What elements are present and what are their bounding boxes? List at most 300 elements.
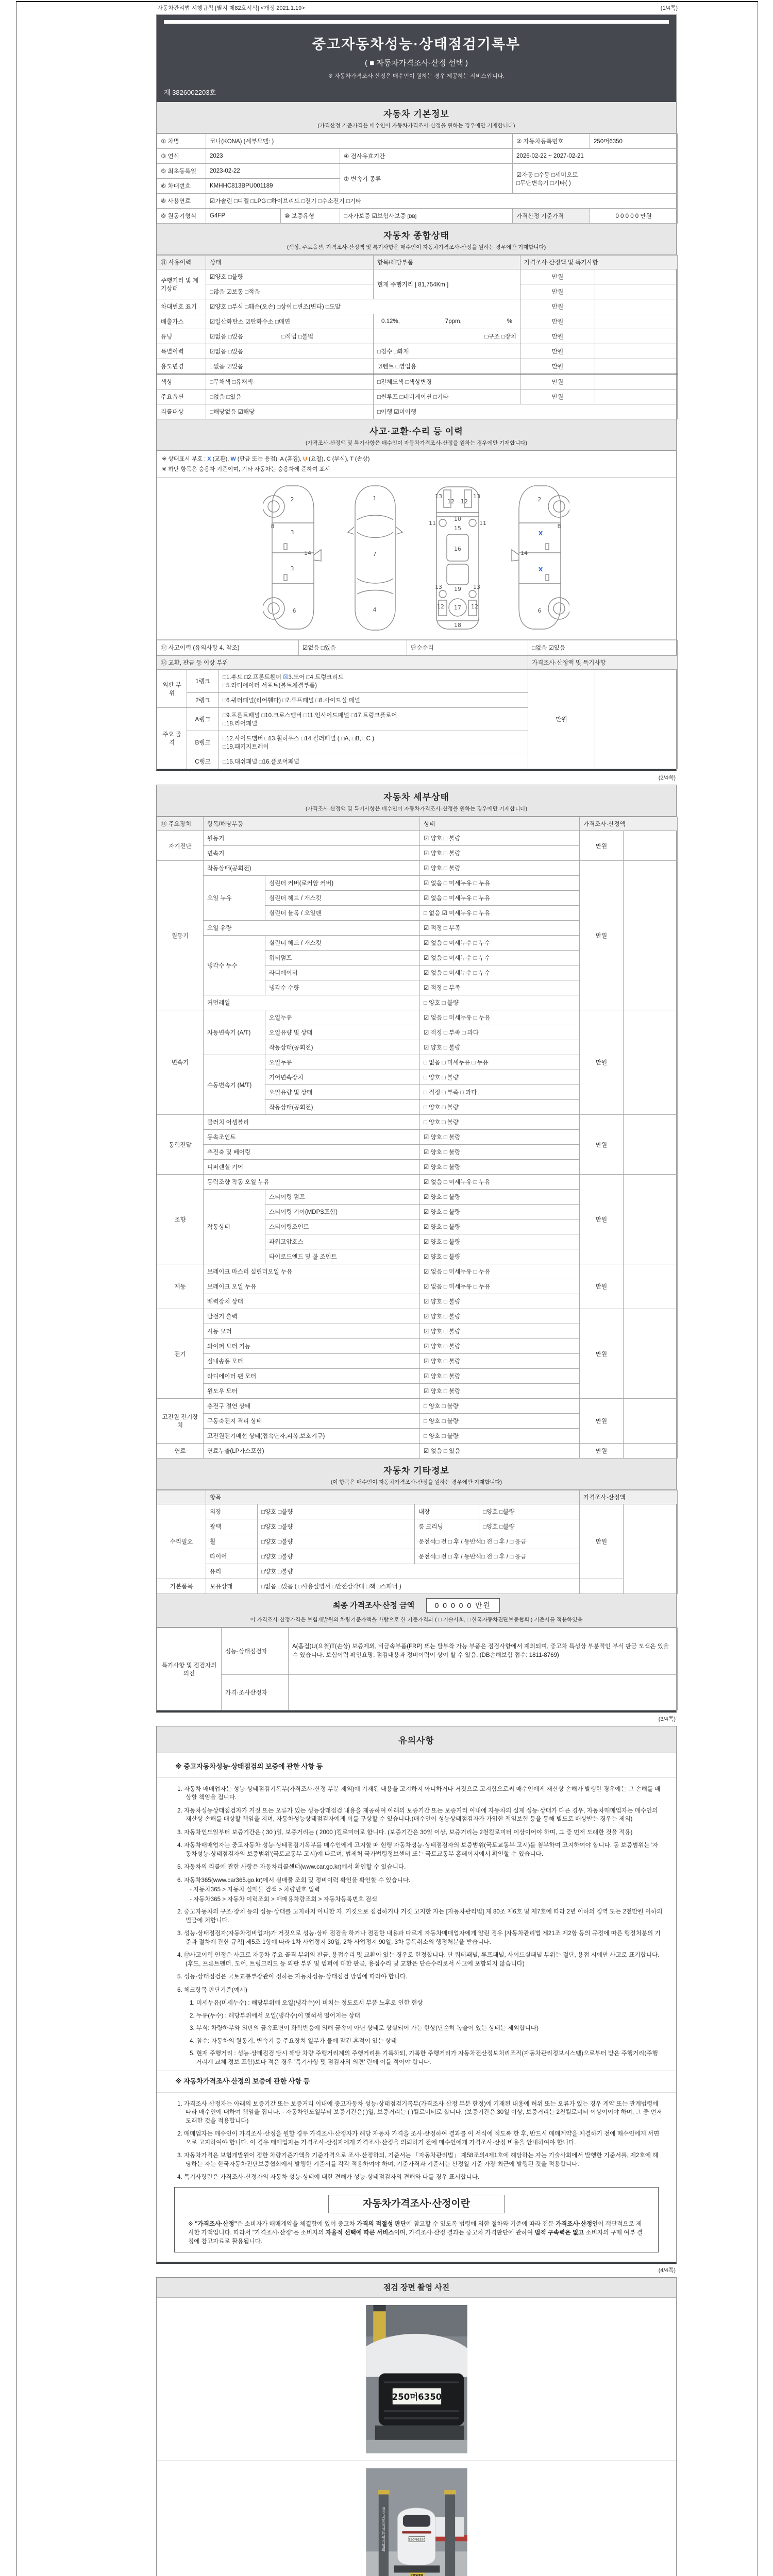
- inspector-opinion: A(흠집)U(요철)T(손상) 보증제외, 비금속부품(FRP) 또는 탈부착 가능 부품은 점검사항에서 제외되며, 중고차 특성상 부분적인 부식 판금 도색은 있을 수 있습니다. 보험이력 확인요망. 점검내용과 정비이력이 상이 할 수 있음. (DB손해보험 접수: 1811-8769): [289, 1628, 678, 1675]
- warranty-checkboxes: □자가보증 ☑보험사보증: [344, 213, 406, 219]
- price-cell: 만원: [520, 344, 595, 359]
- svg-text:7: 7: [373, 551, 377, 557]
- def-seg: ※: [188, 2221, 195, 2227]
- item: 유리: [206, 1564, 258, 1579]
- subhead-oil-leak: 오일 누유: [204, 876, 265, 921]
- first-reg-value: 2023-02-22: [206, 164, 340, 179]
- basic-info-title: 자동차 기본정보: [383, 109, 449, 119]
- notice-title: 유의사항: [398, 1736, 434, 1745]
- svg-text:2: 2: [290, 496, 294, 503]
- rank1-post: □4.트렁크리드: [305, 674, 344, 681]
- appraisal-definition-title: 자동차가격조사·산정이란: [328, 2195, 505, 2214]
- exchange-price-header: 가격조사·산정액 및 특기사항: [528, 656, 678, 670]
- part: 파워고압호스: [265, 1234, 420, 1249]
- state: ☑ 양호 □ 불량: [420, 1190, 580, 1205]
- recall-state: □해당없음 ☑해당: [206, 404, 374, 419]
- notice-item: 2. 중고자동차의 구조·장치 등의 성능·상태를 고지하지 아니한 자, 거짓으로 점검하거나 거짓 고지한 자는 [자동차관리법] 제 80조 제6호 및 제7호에 따라 2년 이하의 징역 또는 2천만원 이하의 벌금에 처합니다.: [177, 1908, 663, 1924]
- detail-subtitle: (가격조사·산정액 및 특기사항은 매수인이 자동차가격조사·산정을 원하는 경우에만 기재합니다): [306, 806, 527, 812]
- emission-state: ☑일산화탄소 ☑탄화수소 □매연: [206, 314, 374, 329]
- note-cell: [624, 1115, 678, 1175]
- state: □양호 □불량: [479, 1519, 580, 1534]
- notice-item: 5. 자동차의 리콜에 관한 사항은 자동차리콜센터(www.car.go.kr)에서 확인할 수 있습니다.: [177, 1863, 406, 1870]
- accident-history-label: ⑫ 사고이력 (유의사항 4. 참조): [157, 640, 299, 655]
- state: ☑ 없음 □ 미세누유 □ 누유: [420, 1264, 580, 1279]
- rankB-items: [219, 731, 528, 754]
- state: ☑ 적정 □ 부족 □ 과다: [420, 1025, 580, 1040]
- state: ☑ 양호 □ 불량: [420, 1309, 580, 1324]
- page-number-1: (1/4쪽): [660, 5, 678, 11]
- final-price-amount: 0 0 0 0 0 만원: [426, 1598, 500, 1613]
- special-state: ☑없음 □있음: [206, 344, 374, 359]
- svg-text:19: 19: [454, 586, 461, 592]
- device-engine: 원동기: [157, 861, 204, 1010]
- item: 윈도우 모터: [204, 1384, 420, 1399]
- state: ☑ 없음 □ 있음: [420, 1444, 580, 1459]
- state: □ 양호 □ 불량: [420, 1429, 580, 1444]
- legend-desc: (교환),: [211, 456, 231, 462]
- legend-sym-t: T: [350, 456, 354, 462]
- state: ☑ 양호 □ 불량: [420, 1219, 580, 1234]
- item: 휠: [206, 1534, 258, 1549]
- device-brake: 제동: [157, 1264, 204, 1309]
- svg-text:X: X: [538, 530, 543, 537]
- item: 변속기: [204, 846, 420, 861]
- price-cell: [580, 1579, 624, 1594]
- basic-info-table: [157, 133, 678, 224]
- repair-needed-label: 수리필요: [157, 1504, 206, 1579]
- svg-text:3: 3: [290, 565, 294, 572]
- part: 실린더 헤드 / 개스킷: [265, 936, 420, 951]
- svg-text:11: 11: [479, 520, 486, 527]
- price-cell: 만원: [580, 1010, 624, 1115]
- notice-subitem: 1. 미세누유(미세누수) : 해당부위에 오일(냉각수)이 비치는 정도로서 부품 노후로 인한 현상: [190, 1999, 423, 2006]
- rankA-line1: □9.프론트패널 □10.크로스멤버 □11.인사이드패널 □17.트렁크플로어: [223, 713, 397, 719]
- state: ☑ 없음 □ 미세누유 □ 누유: [420, 1010, 580, 1025]
- legend-desc: (흠집),: [283, 456, 303, 462]
- notice-item: 4. 특기사항란은 가격조사·산정자의 자동차 성능·상태에 대한 견해가 성능·상태점검자의 견해와 다를 경우 표시합니다.: [177, 2174, 480, 2180]
- rank1-pre: □1.후드 □2.프론트휀더: [223, 674, 283, 681]
- warranty-options: [340, 209, 513, 224]
- accident-history-state: ☑없음 □있음: [299, 640, 407, 655]
- notice-body: [157, 1753, 676, 2252]
- state-symbol-legend: [157, 451, 676, 464]
- svg-text:6: 6: [537, 607, 542, 614]
- table-row: [157, 389, 678, 404]
- inspection-value: 2026-02-22 ~ 2027-02-21: [513, 149, 678, 164]
- inspector-label: 성능·상태점검자: [222, 1628, 289, 1675]
- fuel-label: ⑧ 사용연료: [157, 194, 206, 209]
- state: ☑ 적정 □ 부족: [420, 921, 580, 936]
- device-steering: 조향: [157, 1175, 204, 1264]
- item: 충전구 절연 상태: [204, 1399, 420, 1414]
- item: 구동축전지 격리 상태: [204, 1414, 420, 1429]
- state: ☑ 양호 □ 불량: [420, 1160, 580, 1175]
- photo-car-on-lift: [364, 2468, 469, 2576]
- accident-history-table: [157, 640, 678, 655]
- rank1-label: 1랭크: [187, 670, 219, 693]
- legend-desc: (판금 또는 용접),: [236, 456, 280, 462]
- other-title: 자동차 기타정보: [383, 1466, 449, 1476]
- price-cell: 만원: [580, 1115, 624, 1175]
- state: ☑ 양호 □ 불량: [420, 1354, 580, 1369]
- table-row: [157, 404, 678, 419]
- part: 실린더 헤드 / 개스킷: [265, 891, 420, 906]
- state: □양호 □불량: [479, 1504, 580, 1519]
- subhead-operation: 작동상태: [204, 1190, 265, 1264]
- notice-item: 3. 자동차가격은 보험개발원이 정한 차량기준가액을 기준가격으로 조사·산정하되, 기준서는 「자동차관리법」 제58조의4제1호에 해당하는 자는 기술사회에서 발행한 기준서를, 제2호에 해당하는 자는 한국자동차진단보증협회에서 발행한 기준서를 각각 적용하여야 하며, 기준가격과 기준서는 산정일 기준 가장 최근에 발행된 것을 적용합니다.: [177, 2152, 659, 2167]
- page-number-3: (3/4쪽): [658, 1716, 676, 1722]
- vin-label: ⑥ 차대번호: [157, 179, 206, 194]
- lift-brand-text: POWER: [410, 2573, 424, 2576]
- rank2-label: 2랭크: [187, 693, 219, 708]
- appraisal-definition-text: [188, 2219, 645, 2246]
- def-seg: 이 객관적으로 제시한 가액입니다. 따라서 "가격조사·산정"은 소비자의: [188, 2221, 642, 2236]
- notice-item: 6. 체크항목 판단기준(예시): [177, 1986, 247, 1993]
- notice-item: 1. 자동차 매매업자는 성능·상태점검기록부(가격조사·산정 부분 제외)에 기재된 내용을 고지하지 아니하거나 거짓으로 고지함으로써 매수인에게 재산상 손해가 발생한 경우에는 그 손해를 배상할 책임을 집니다.: [177, 1785, 661, 1801]
- table-row: [157, 299, 678, 314]
- svg-text:12: 12: [447, 498, 455, 505]
- note-cell: [624, 1010, 678, 1115]
- part: 오일누유: [265, 1010, 420, 1025]
- part: 작동상태(공회전): [265, 1100, 420, 1115]
- exchange-table: [157, 655, 678, 769]
- fuel-options: ☑가솔린 □디젤 □LPG □하이브리드 □전기 □수소전기 □기타: [206, 194, 678, 209]
- def-seg-bold: 가격의 적절성 판단: [357, 2221, 407, 2227]
- table-row: [157, 359, 678, 375]
- notice-item: 2. 매매업자는 매수인이 가격조사·산정을 원할 경우 가격조사·산정자가 해당 자동차 가격을 조사·산정하여 결과를 이 서식에 적도록 한 후, 반드시 매매계약을 체결하기 전에 매수인에게 서면으로 고지하여야 합니다. 이 경우 매매업자는 가격조사·산정자에게 가격조사·산정을 의뢰하기 전에 매수인에게 가격조사·산정 비용을 안내하여야 합니다.: [177, 2130, 660, 2146]
- svg-text:3: 3: [290, 529, 294, 536]
- opinion-category: 특기사항 및 점검자의 의견: [157, 1628, 222, 1710]
- note-cell: [595, 359, 678, 375]
- legend-sym-x: X: [207, 456, 211, 462]
- header-divider: [164, 20, 669, 24]
- sheet-2: [156, 785, 677, 1713]
- rankB-line1: □12.사이드멤버 □13.휠하우스 □14.필러패널 ( □A, □B, □C ): [223, 736, 375, 742]
- option-item: □썬루프 □네비게이션 □기타: [374, 389, 520, 404]
- device-fuel: 연료: [157, 1444, 204, 1459]
- summary-table: [157, 255, 678, 419]
- option-label: 주요옵션: [157, 389, 206, 404]
- state: ☑ 양호 □ 불량: [420, 1249, 580, 1264]
- state: ☑ 없음 □ 미세누유 □ 누유: [420, 1175, 580, 1190]
- license-plate-rear: 250머6350: [408, 2538, 425, 2542]
- notice-subitem: - 자동차365 > 자동차 이력조회 > 매매용차량조회 > 자동차등록번호 검색: [190, 1895, 377, 1903]
- report-subtitle: ( ■ 자동차가격조사·산정 선택 ): [364, 59, 468, 67]
- note-cell: [624, 1504, 678, 1594]
- frame-label: 주요 골격: [157, 708, 187, 769]
- car-side-left-view: [263, 483, 322, 633]
- note-cell: [624, 1264, 678, 1309]
- final-price-band: [157, 1594, 676, 1628]
- detail-table: [157, 817, 678, 1459]
- usage-item: ☑렌트 □영업용: [374, 359, 520, 375]
- part: 냉각수 수량: [265, 980, 420, 995]
- state: □ 양호 □ 불량: [420, 1100, 580, 1115]
- state: □ 양호 □ 불량: [420, 1399, 580, 1414]
- state: ☑ 양호 □ 불량: [420, 1369, 580, 1384]
- emission-co: 0.12%,: [381, 318, 400, 325]
- svg-text:2: 2: [537, 496, 542, 503]
- item: 룸 크리닝: [415, 1519, 479, 1534]
- report-page: [156, 14, 677, 2576]
- notice-sub-c: ※ 자동차가격조사·산정의 보증에 관한 사항 등: [157, 2071, 676, 2093]
- table-row: [157, 164, 678, 179]
- state: □ 양호 □ 불량: [420, 1070, 580, 1085]
- color-state: □무채색 □유채색: [206, 374, 374, 389]
- mileage-state-2: □많음 ☑보통 □적음: [206, 284, 374, 299]
- other-header: [157, 1459, 676, 1490]
- exchange-head-row: [157, 656, 678, 670]
- notice-subitem: - 자동차365 > 자동차 실매물 검색 > 차량번호 입력: [190, 1886, 320, 1893]
- tuning-label: 튜닝: [157, 329, 206, 344]
- item: 디퍼렌셜 기어: [204, 1160, 420, 1175]
- col-item: 항목/해당부품: [374, 256, 520, 269]
- summary-subtitle: (색상, 주요옵션, 가격조사·산정액 및 특기사항은 매수인이 자동차가격조사·산정을 원하는 경우에만 기재합니다): [287, 244, 546, 250]
- detail-header: [157, 785, 676, 817]
- item: 와이퍼 모터 기능: [204, 1339, 420, 1354]
- price-cell: 만원: [580, 861, 624, 1010]
- svg-text:12: 12: [461, 498, 468, 505]
- table-row: [157, 640, 678, 655]
- price-cell: 만원: [580, 1399, 624, 1444]
- state: ☑ 양호 □ 불량: [420, 861, 580, 876]
- state: ☑ 양호 □ 불량: [420, 1145, 580, 1160]
- rankB-line2: □19.패키지트레이: [223, 744, 269, 750]
- sheet-3: [156, 1726, 677, 2264]
- legend-note: ※ 하단 항목은 승용차 기준이며, 기타 자동차는 승용차에 준하여 표시: [157, 464, 676, 478]
- svg-text:1: 1: [373, 495, 377, 502]
- notice-item: 1. 가격조사·산정자는 아래의 보증기간 또는 보증거리 이내에 중고자동차 성능·상태점검기록부(가격조사·산정 부분 한정)에 기재된 내용에 허위 또는 오류가 있는 경우 계약 또는 관계법령에 따라 매수인에 대하여 책임을 집니다. · 자동차인도일부터 보증기간은( )일, 보증거리는 ( )킬로미터로 합니다. (보증기간은 30일 이상, 보증거리는 2천킬로미터 이상이어야 하며, 그 중 먼저 도래한 것을 적용합니다): [177, 2100, 662, 2124]
- note-cell: [624, 1175, 678, 1264]
- sheet-4: [156, 2277, 677, 2576]
- subhead-at: 자동변속기 (A/T): [204, 1010, 265, 1055]
- rankC-items: □15.대쉬패널 □16.플로어패널: [219, 754, 528, 769]
- rankA-line2: □18.리어패널: [223, 721, 258, 727]
- appraiser-label: 가격·조사산정자: [222, 1675, 289, 1710]
- page-number-4: (4/4쪽): [658, 2267, 676, 2274]
- def-seg-bold: 자율적 선택에 따른 서비스: [325, 2229, 394, 2236]
- rankA-label: A랭크: [187, 708, 219, 731]
- device-electric: 전기: [157, 1309, 204, 1399]
- subhead-coolant-leak: 냉각수 누수: [204, 936, 265, 995]
- item: 발전기 출력: [204, 1309, 420, 1324]
- car-name-value: 코나(KONA) (세부모델: ): [206, 134, 513, 149]
- legend-desc: (부식),: [330, 456, 350, 462]
- state: □ 적정 □ 부족 □ 과다: [420, 1085, 580, 1100]
- rank1-items: [219, 670, 528, 693]
- notice-subitem: 5. 현재 주행거리 : 성능·상태점검 당시 해당 차량 주행거리계의 주행거리를 기록하되, 기록한 주행거리가 자동차전산정보처리조직(자동차관리정보시스템)으로부터 받은 주행거리(주행거리계 교체 정보 포함)보다 적은 경우 '특기사항 및 점검자의 의견' 란에 이를 적어야 합니다.: [190, 2050, 658, 2065]
- col-device: ⑭ 주요장치: [157, 817, 204, 831]
- item: 브레이크 마스터 실린더오일 누유: [204, 1264, 420, 1279]
- notice-item: 6. 자동차365(www.car365.go.kr)에서 실매물 조회 및 정비이력 확인을 확인할 수 있습니다.: [177, 1876, 411, 1884]
- table-row: [157, 194, 678, 209]
- base-price-value: 0 0 0 0 0 만원: [590, 209, 678, 224]
- price-cell: 만원: [580, 1264, 624, 1309]
- state: ☑ 없음 □ 미세누수 □ 누수: [420, 965, 580, 980]
- def-seg-bold: 가격조사·산정인: [555, 2221, 598, 2227]
- state: ☑ 양호 □ 불량: [420, 1130, 580, 1145]
- price-cell: 만원: [520, 359, 595, 375]
- report-header: [157, 15, 676, 102]
- item: 외장: [206, 1504, 258, 1519]
- other-head-row: [157, 1490, 678, 1504]
- state: ☑ 없음 □ 미세누유 □ 누유: [420, 876, 580, 891]
- state: ☑ 양호 □ 불량: [420, 1339, 580, 1354]
- car-underbody-view: [428, 483, 487, 633]
- other-table: [157, 1490, 678, 1594]
- col-item: 항목/해당부품: [204, 817, 420, 831]
- state: 운전석□ 전 □ 후 / 동반석□ 전 □ 후 / □ 응급: [415, 1549, 580, 1564]
- detail-title: 자동차 세부상태: [383, 792, 449, 802]
- note-cell: [595, 269, 678, 284]
- inspection-photo-front: [157, 2297, 676, 2461]
- report-title: 중고자동차성능·상태점검기록부: [312, 37, 521, 52]
- state: ☑ 양호 □ 불량: [420, 1324, 580, 1339]
- state: □없음 □있음 ( □사용설명서 □안전삼각대 □잭 □스패너 ): [258, 1579, 580, 1594]
- svg-text:18: 18: [454, 622, 461, 629]
- state: ☑ 양호 □ 불량: [420, 831, 580, 846]
- table-row: [157, 1628, 678, 1675]
- device-selfdiag: 자기진단: [157, 831, 204, 861]
- svg-text:17: 17: [454, 604, 461, 611]
- state: ☑ 양호 □ 불량: [420, 846, 580, 861]
- state: ☑ 없음 □ 미세누유 □ 누유: [420, 891, 580, 906]
- state: □ 없음 ☑ 미세누유 □ 누유: [420, 906, 580, 921]
- sheet-1: [156, 14, 677, 771]
- legend-sym-u: U: [303, 456, 307, 462]
- item: 연료누출(LP가스포함): [204, 1444, 420, 1459]
- table-row: [157, 670, 678, 693]
- option-state: □없음 □있음: [206, 389, 374, 404]
- item: 배력장치 상태: [204, 1294, 420, 1309]
- final-price-note: 이 가격조사·산정가격은 보험개발원의 차량기준가액을 바탕으로 한 기준가격과 ( □ 기술사회, □ 한국자동차진단보증협회 ) 기준서를 적용하였음: [250, 1617, 583, 1623]
- tuning-state: [206, 329, 374, 344]
- item: 동력조향 작동 오일 누유: [204, 1175, 420, 1190]
- col-state: 상태: [420, 817, 580, 831]
- state: □ 없음 □ 미세누유 □ 누유: [420, 1055, 580, 1070]
- transmission-options-2: □무단변속기 □기타( ): [516, 180, 571, 187]
- state: ☑ 양호 □ 불량: [420, 1294, 580, 1309]
- state: ☑ 양호 □ 불량: [420, 1384, 580, 1399]
- item: 클러치 어셈블리: [204, 1115, 420, 1130]
- base-price-label: 가격산정 기준가격: [513, 209, 590, 224]
- color-item: □전체도색 □색상변경: [374, 374, 520, 389]
- accident-header: [157, 419, 676, 451]
- inspection-label: ④ 검사유효기간: [340, 149, 513, 164]
- rank1-marked: 3.도어: [288, 674, 305, 681]
- notice-item: 3. 자동차인도일부터 보증기간은 ( 30 )일, 보증거리는 ( 2000 )킬로미터로 합니다. (보증기간은 30일 이상, 보증거리는 2천킬로미터 이상이어야 하며, 그 중 먼저 도래한 것을 적용): [177, 1828, 633, 1836]
- device-transmission: 변속기: [157, 1010, 204, 1115]
- state: □ 양호 □ 불량: [420, 1414, 580, 1429]
- warranty-label: ⑩ 보증유형: [281, 209, 340, 224]
- state: □양호 □불량: [258, 1564, 580, 1579]
- emission-values: [374, 314, 520, 329]
- item: 내장: [415, 1504, 479, 1519]
- def-seg: 이며, 가격조사·산정 결과는 중고차 가격판단에 관하여: [394, 2229, 535, 2236]
- device-powertrain: 동력전달: [157, 1115, 204, 1175]
- state: ☑ 양호 □ 불량: [420, 1205, 580, 1219]
- part: 스티어링 기어(MDPS포함): [265, 1205, 420, 1219]
- car-side-right-view: [511, 483, 569, 633]
- svg-text:12: 12: [437, 603, 444, 610]
- engine-type-value: G4FP: [206, 209, 281, 224]
- rank2-items: □6.쿼터패널(리어휀다) □7.루프패널 □8.사이드실 패널: [219, 693, 528, 708]
- report-note: ※ 자동차가격조사·산정은 매수인이 원하는 경우 제공하는 서비스입니다.: [328, 73, 505, 79]
- note-cell: [595, 329, 678, 344]
- blank-head: [157, 1490, 206, 1504]
- notice-item: 2. 자동차성능상태점검자가 거짓 또는 오류가 있는 성능상태점검 내용을 제공하여 아래의 보증기간 또는 보증거리 이내에 자동차의 실제 성능·상태가 다른 경우, 자동차매매업자는 매수인의 재산상 손해를 배상할 책임을 지며, 자동차성능상태점검자에게 이를 구상할 수 있습니다.(매수인이 성능상태점검자가 가입한 책임보험 등을 통해 별도로 배상받는 경우는 제외): [177, 1807, 658, 1822]
- price-cell: 만원: [520, 329, 595, 344]
- notice-subitem: 3. 부식: 차량하부와 외판의 금속표면이 화학반응에 의해 금속이 아닌 상태로 상실되어 가는 현상(단순히 녹슬어 있는 상태는 제외합니다): [190, 2025, 539, 2031]
- def-seg-bold: "가격조사·산정": [194, 2221, 237, 2227]
- svg-text:14: 14: [304, 550, 311, 556]
- price-cell: 만원: [520, 314, 595, 329]
- basic-items-label: 기본품목: [157, 1579, 206, 1594]
- svg-text:16: 16: [454, 546, 461, 552]
- tuning-legal: □적법 □불법: [281, 334, 314, 340]
- table-row: [157, 1675, 678, 1710]
- state: □양호 □불량: [258, 1534, 415, 1549]
- state: 운전석□ 전 □ 후 / 동반석□ 전 □ 후 / □ 응급: [415, 1534, 580, 1549]
- table-row: [157, 149, 678, 164]
- notice-item: 3. 성능·상태점검자(자동차정비업자)가 거짓으로 성능·상태 점검을 하거나 점검한 내용과 다르게 자동차매매업자에게 알린 경우 [자동차관리법 제21조 제2항 등의 규정에 따른 행정처분의 기준과 절차에 관한 규칙] 제5조 1항에 따라 1차 사업정지 30일, 2차 사업정지 90일, 3차 등록취소의 행정처분을 받습니다.: [177, 1930, 661, 1945]
- detail-head-row: [157, 817, 678, 831]
- tuning-kind: □구조 □장치: [374, 329, 520, 344]
- item: 작동상태(공회전): [204, 861, 420, 876]
- state: ☑ 없음 □ 미세누수 □ 누수: [420, 936, 580, 951]
- note-cell: [624, 1399, 678, 1444]
- emission-hc: 7ppm,: [445, 318, 462, 325]
- device-highvoltage: 고전원 전기장치: [157, 1399, 204, 1444]
- document-number: 제 3826002203호: [164, 89, 216, 96]
- photo-section-title: 점검 장면 촬영 사진: [383, 2283, 450, 2292]
- car-name-label: ① 차명: [157, 134, 206, 149]
- notice-item: 5. 성능·상태점검은 국토교통부장관이 정하는 자동차성능·상태점검 방법에 따라야 합니다.: [177, 1973, 408, 1980]
- exchange-note: [595, 670, 678, 769]
- def-seg: 은 소비자가 매매계약을 체결함에 있어 중고차: [237, 2221, 357, 2227]
- part: 스티어링조인트: [265, 1219, 420, 1234]
- state: ☑ 양호 □ 불량: [420, 1234, 580, 1249]
- svg-text:13: 13: [435, 493, 442, 500]
- car-damage-diagram: [157, 478, 676, 640]
- legend-desc: (요철),: [307, 456, 327, 462]
- inspection-photo-lift: [157, 2461, 676, 2576]
- legend-sym-a: A: [280, 456, 284, 462]
- warranty-tag: [DB]: [407, 214, 417, 219]
- notice-subitem: 2. 누유(누수) : 해당부위에서 오일(냉각수)이 맺혀서 떨어지는 상태: [190, 2012, 360, 2019]
- notice-item: 4. ⑫사고이력 인정은 사고로 자동차 주요 골격 부위의 판금, 용접수리 및 교환이 있는 경우로 한정합니다. 단 쿼터패널, 루프패널, 사이드실패널 부위는 절단, 용접 시에만 사고로 표기합니다. (후드, 프론트펜더, 도어, 트렁크리드 등 외판 부위 및 범퍼에 대한 판금, 용접수리 및 교환은 단순수리로서 사고에 포함되지 않습니다): [177, 1952, 660, 1967]
- legend-prefix: ※ 상태표시 부호 :: [162, 456, 208, 462]
- vin-value: KMHHC813BPU001189: [206, 179, 340, 194]
- rankA-items: [219, 708, 528, 731]
- item: 커먼레일: [204, 995, 420, 1010]
- item: 브레이크 오일 누유: [204, 1279, 420, 1294]
- mileage-state-1: ☑양호 □불량: [206, 269, 374, 284]
- note-cell: [624, 1444, 678, 1459]
- state: □양호 □불량: [258, 1519, 415, 1534]
- car-top-view: [346, 483, 405, 633]
- svg-text:13: 13: [473, 584, 480, 590]
- table-row: [157, 314, 678, 329]
- transmission-label: ⑦ 변속기 종류: [340, 164, 513, 194]
- table-row: [157, 344, 678, 359]
- basic-info-subtitle: (가격산정 기준가격은 매수인이 자동차가격조사·산정을 원하는 경우에만 기재합니다): [317, 123, 515, 129]
- part: 워터펌프: [265, 951, 420, 965]
- item: 시동 모터: [204, 1324, 420, 1339]
- emission-smoke: %: [507, 318, 512, 325]
- lift-post-text: 전국자동차성능평가협회: [381, 2507, 386, 2552]
- part: 실린더 블록 / 오일팬: [265, 906, 420, 921]
